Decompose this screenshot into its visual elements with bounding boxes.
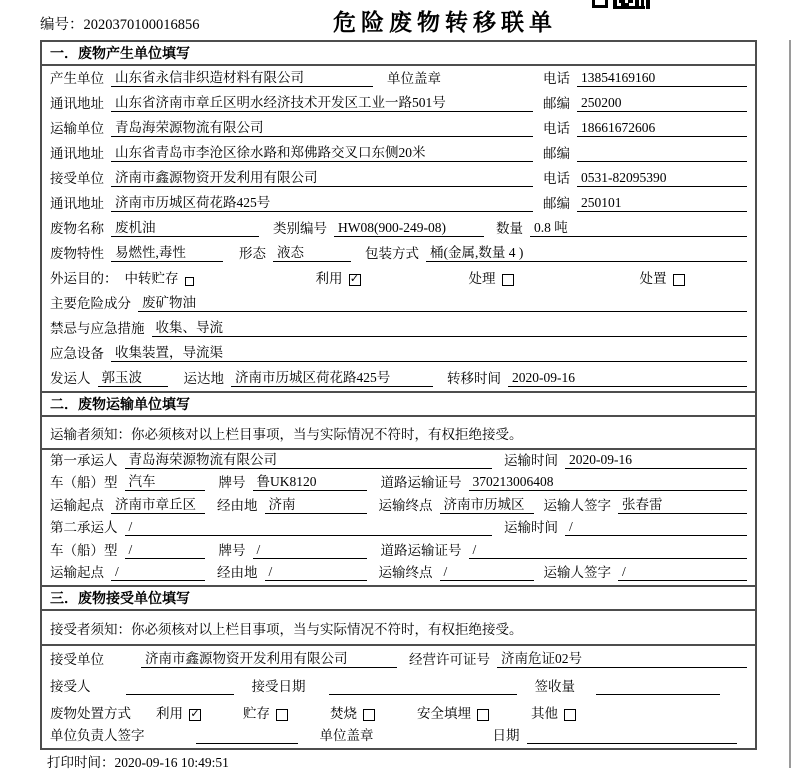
packaging-value: 桶(金属,数量 4 ) — [426, 241, 747, 262]
address-label: 通讯地址 — [50, 96, 104, 111]
seal-date-label: 日期 — [492, 728, 520, 743]
road-permit2-value: / — [469, 542, 748, 559]
hazard-components-label: 主要危险成分 — [50, 296, 131, 311]
origin-value: 济南市章丘区 — [111, 493, 205, 514]
license-value: 济南危证02号 — [497, 647, 747, 668]
transport-time-label: 运输时间 — [504, 452, 558, 468]
unit-seal-label: 单位盖章 — [387, 71, 441, 86]
producer-row — [42, 66, 755, 91]
via-value: 济南 — [265, 493, 367, 514]
vehicle-type-label: 车（船）型 — [50, 542, 118, 558]
zip-label: 邮编 — [543, 196, 570, 211]
carrier-sign-label: 运输人签字 — [543, 565, 611, 580]
disposal-utilize-checkbox: ✓ — [190, 707, 200, 720]
sender-row — [42, 366, 755, 391]
destination-value: 济南市历城区荷花路425号 — [231, 366, 433, 387]
section-receiver — [42, 585, 755, 748]
second-carrier-label: 第二承运人 — [50, 520, 118, 535]
address-label: 通讯地址 — [50, 146, 104, 161]
phone-label: 电话 — [543, 171, 570, 186]
received-amount-label: 签收量 — [534, 679, 575, 694]
print-time-label: 打印时间： — [47, 755, 115, 770]
disposal-option-other: 其他 — [531, 702, 576, 722]
via-label: 经由地 — [217, 497, 258, 513]
disposal-option-utilize: 利用 ✓ — [156, 706, 200, 721]
section1-header: 一．废物产生单位填写 — [42, 42, 755, 66]
receive-date-value — [329, 679, 517, 695]
disposal-landfill-checkbox — [477, 709, 489, 721]
transporter-notice: 运输者须知：你必须核对以上栏目事项，当与实际情况不符时，有权拒绝接受。 — [42, 417, 755, 450]
section-transporter — [42, 391, 755, 585]
sender-label: 发运人 — [50, 371, 91, 386]
origin-label: 运输起点 — [50, 565, 104, 580]
quantity-value: 0.8 吨 — [530, 216, 747, 237]
purpose-row — [42, 266, 755, 291]
transport-time-label: 运输时间 — [504, 520, 558, 535]
purpose-option-transfer-storage: 中转贮存 — [125, 267, 194, 287]
route-row-1 — [42, 495, 755, 518]
disposal-method-row — [42, 699, 755, 726]
origin-label: 运输起点 — [50, 497, 104, 513]
plate-label: 牌号 — [218, 542, 246, 558]
zip-label: 邮编 — [543, 96, 570, 111]
endpoint-value: 济南市历城区 — [440, 493, 534, 514]
receiving-unit-row — [42, 646, 755, 672]
disposal-option-store: 贮存 — [243, 702, 288, 722]
receiver-label: 接受单位 — [50, 171, 104, 186]
origin2-value: / — [111, 564, 205, 581]
section-producer — [42, 42, 755, 391]
hazard-components-value: 废矿物油 — [138, 291, 747, 312]
received-amount-value — [596, 679, 720, 695]
quantity-label: 数量 — [496, 221, 523, 236]
producer-zip-value: 250200 — [577, 95, 747, 112]
vehicle-type-label: 车（船）型 — [50, 475, 118, 490]
form-table — [40, 40, 757, 750]
purpose-option-dispose: 处置 — [640, 267, 685, 287]
transporter-address-row — [42, 141, 755, 166]
recipient-label: 接受人 — [50, 679, 91, 694]
waste-name-row — [42, 216, 755, 241]
purpose-label: 外运目的： — [50, 271, 118, 286]
emergency-measures-row — [42, 316, 755, 341]
plate2-value: / — [253, 542, 367, 559]
form-value: 液态 — [273, 241, 351, 262]
road-permit-label: 道路运输证号 — [380, 542, 462, 558]
packaging-label: 包装方式 — [365, 246, 419, 261]
transport-time-value: 2020-09-16 — [565, 452, 747, 469]
head-signature-label: 单位负责人签字 — [50, 728, 145, 743]
transporter-value: 青岛海荣源物流有限公司 — [111, 116, 533, 137]
first-carrier-label: 第一承运人 — [50, 452, 118, 468]
via-label: 经由地 — [217, 565, 258, 580]
disposal-store-checkbox — [276, 709, 288, 721]
sender-value: 郭玉波 — [98, 366, 168, 387]
transfer-time-label: 转移时间 — [447, 371, 501, 386]
phone-label: 电话 — [543, 71, 570, 86]
carrier-sign-label: 运输人签字 — [543, 497, 611, 513]
producer-label: 产生单位 — [50, 71, 104, 86]
vehicle-row-2 — [42, 540, 755, 563]
form-label: 形态 — [239, 246, 266, 261]
seal-date-value — [527, 728, 738, 744]
endpoint-label: 运输终点 — [378, 565, 433, 580]
destination-label: 运达地 — [183, 371, 224, 386]
route-row-2 — [42, 563, 755, 586]
emergency-equipment-label: 应急设备 — [50, 346, 104, 361]
disposal-method-label: 废物处置方式 — [50, 706, 131, 721]
transporter-phone-value: 18661672606 — [577, 120, 747, 137]
category-label: 类别编号 — [273, 221, 327, 236]
section3-header: 三．废物接受单位填写 — [42, 587, 755, 611]
disposal-option-landfill: 安全填埋 — [417, 702, 489, 722]
waste-trait-row — [42, 241, 755, 266]
transfer-storage-checkbox — [185, 277, 194, 286]
phone-label: 电话 — [543, 121, 570, 136]
section2-header: 二．废物运输单位填写 — [42, 393, 755, 417]
carrier-sign-value: 张春雷 — [618, 493, 747, 514]
qr-code-fragment — [592, 0, 650, 11]
receiver-zip-value: 250101 — [577, 195, 747, 212]
print-time-value: 2020-09-16 10:49:51 — [114, 755, 229, 770]
receiving-unit-label: 接受单位 — [50, 652, 104, 667]
unit-seal-label: 单位盖章 — [319, 728, 374, 743]
road-permit-label: 道路运输证号 — [380, 475, 462, 490]
head-signature-value — [196, 728, 298, 744]
page-title: 危险废物转移联单 — [333, 10, 557, 35]
recipient-value — [126, 679, 234, 695]
producer-value: 山东省永信非织造材料有限公司 — [111, 66, 373, 87]
address-label: 通讯地址 — [50, 196, 104, 211]
via2-value: / — [265, 564, 367, 581]
producer-address-value: 山东省济南市章丘区明水经济技术开发区工业一路501号 — [111, 91, 533, 112]
transporter-row — [42, 116, 755, 141]
transfer-time-value: 2020-09-16 — [508, 370, 747, 387]
disposal-incinerate-checkbox — [363, 709, 375, 721]
serial-label: 编号： — [40, 17, 84, 33]
carrier-sign2-value: / — [618, 564, 747, 581]
disposal-option-incinerate: 焚烧 — [330, 702, 375, 722]
page-edge-divider — [789, 40, 791, 768]
emergency-equipment-row — [42, 341, 755, 366]
receiver-address-row — [42, 191, 755, 216]
plate-value: 鲁UK8120 — [253, 470, 367, 491]
waste-trait-label: 废物特性 — [50, 246, 104, 261]
second-carrier-value: / — [125, 519, 493, 536]
producer-address-row — [42, 91, 755, 116]
purpose-option-treat: 处理 — [469, 267, 514, 287]
serial-value: 2020370100016856 — [83, 17, 200, 33]
transporter-label: 运输单位 — [50, 121, 104, 136]
purpose-option-utilize: 利用 ✓ — [315, 271, 360, 286]
zip-label: 邮编 — [543, 146, 570, 161]
waste-name-label: 废物名称 — [50, 221, 104, 236]
receiver-address-value: 济南市历城区荷花路425号 — [111, 191, 533, 212]
plate-label: 牌号 — [218, 475, 246, 490]
print-time-line — [47, 751, 229, 771]
utilize-checkbox: ✓ — [349, 272, 360, 285]
vehicle-type2-value: / — [125, 542, 205, 559]
receiving-unit-value: 济南市鑫源物资开发利用有限公司 — [141, 647, 397, 668]
vehicle-type-value: 汽车 — [125, 470, 205, 491]
receiver-notice: 接受者须知：你必须核对以上栏目事项，当与实际情况不符时，有权拒绝接受。 — [42, 611, 755, 646]
road-permit-value: 370213006408 — [469, 474, 748, 491]
treat-checkbox — [502, 274, 514, 286]
waste-trait-value: 易燃性,毒性 — [111, 241, 223, 262]
transporter-address-value: 山东省青岛市李沧区徐水路和郑佛路交叉口东侧20米 — [111, 141, 533, 162]
license-label: 经营许可证号 — [409, 652, 490, 667]
transporter-zip-value — [577, 146, 747, 162]
receiver-phone-value: 0531-82095390 — [577, 170, 747, 187]
disposal-other-checkbox — [564, 709, 576, 721]
producer-phone-value: 13854169160 — [577, 70, 747, 87]
dispose-checkbox — [673, 274, 685, 286]
endpoint-label: 运输终点 — [378, 497, 433, 513]
second-carrier-row — [42, 518, 755, 541]
first-carrier-value: 青岛海荣源物流有限公司 — [125, 448, 493, 469]
emergency-equipment-value: 收集装置，导流渠 — [111, 341, 747, 362]
emergency-measures-label: 禁忌与应急措施 — [50, 321, 145, 336]
receive-date-label: 接受日期 — [251, 679, 306, 694]
endpoint2-value: / — [440, 564, 534, 581]
hazard-components-row — [42, 291, 755, 316]
transport-time2-value: / — [565, 519, 747, 536]
head-signature-row — [42, 726, 755, 748]
emergency-measures-value: 收集、导流 — [152, 316, 748, 337]
recipient-row — [42, 672, 755, 699]
category-value: HW08(900-249-08) — [334, 220, 484, 237]
waste-name-value: 废机油 — [111, 216, 259, 237]
receiver-value: 济南市鑫源物资开发利用有限公司 — [111, 166, 533, 187]
receiver-row — [42, 166, 755, 191]
